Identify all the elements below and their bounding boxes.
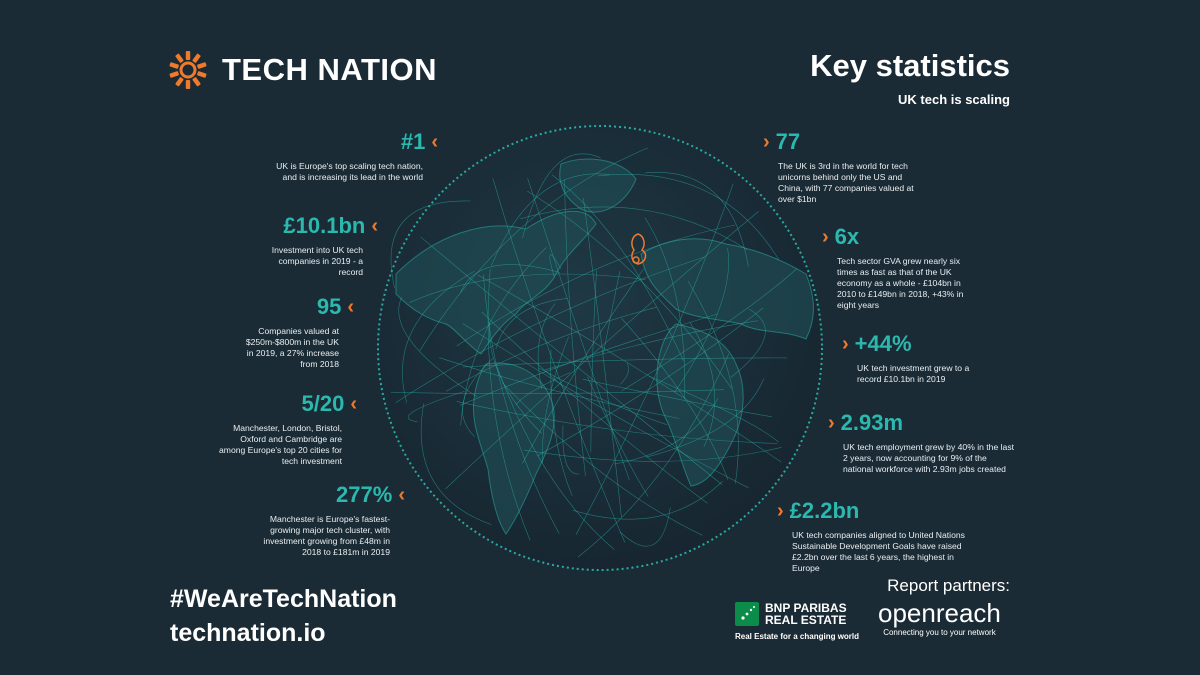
bnp-name-line1: BNP PARIBAS: [765, 601, 847, 615]
stat-value: 95: [316, 294, 342, 319]
page-title: Key statistics: [810, 48, 1010, 83]
stat-value: 5/20: [301, 391, 345, 416]
stat-sdg-companies: [777, 500, 967, 574]
stat-value: £10.1bn: [283, 213, 366, 238]
bnp-tagline: Real Estate for a changing world: [735, 632, 860, 641]
stat-value: £2.2bn: [789, 498, 860, 523]
globe-network-illustration: [376, 124, 824, 572]
chevron-right-icon: ›: [777, 500, 784, 522]
stat-gva-growth: [822, 226, 982, 311]
chevron-right-icon: ›: [842, 333, 849, 355]
stat-value: 277%: [336, 482, 393, 507]
page-subtitle: UK tech is scaling: [898, 92, 1010, 107]
partners-label: Report partners:: [887, 576, 1010, 595]
chevron-right-icon: ›: [828, 412, 835, 434]
stat-unicorns: [763, 131, 923, 205]
stat-description: The UK is 3rd in the world for tech unicorns behind only the US and China, with 77 companies valued at over $1bn: [778, 161, 914, 204]
bnp-name-line2: REAL ESTATE: [765, 613, 847, 627]
stat-value: +44%: [854, 331, 912, 356]
bnp-stars-icon: [735, 602, 759, 626]
chevron-right-icon: ›: [822, 226, 829, 248]
tech-nation-logo: [168, 50, 437, 90]
website-link[interactable]: technation.io: [170, 619, 326, 647]
stat-description: UK tech investment grew to a record £10.1bn in 2019: [857, 363, 970, 384]
openreach-tagline: Connecting you to your network: [883, 628, 996, 637]
stat-scaling-rank: [268, 131, 438, 183]
chevron-left-icon: ‹: [431, 131, 438, 153]
chevron-left-icon: ‹: [347, 296, 354, 318]
bnp-paribas-logo: [735, 602, 859, 641]
stat-description: UK tech companies aligned to United Nations Sustainable Development Goals have raised £2.2bn over the last 6 years, the highest in Europe: [792, 530, 965, 573]
stat-description: Investment into UK tech companies in 2019 - a record: [271, 245, 363, 277]
chevron-left-icon: ‹: [398, 484, 405, 506]
stat-description: Manchester is Europe's fastest-growing major tech cluster, with investment growing from £48m in 2018 to £181m in 2019: [263, 514, 390, 557]
chevron-right-icon: ›: [763, 131, 770, 153]
stat-value: 2.93m: [840, 410, 904, 435]
chevron-left-icon: ‹: [371, 215, 378, 237]
stat-description: Tech sector GVA grew nearly six times as fast as that of the UK economy as a whole - £104bn in 2010 to £149bn in 2018, +43% in eight years: [837, 256, 964, 310]
stat-value: 77: [775, 129, 801, 154]
stat-manchester-growth: [245, 484, 405, 558]
stat-employment: [828, 412, 1018, 475]
openreach-logo: [878, 600, 1001, 637]
stat-investment-growth: [842, 333, 992, 385]
stat-investment: [258, 215, 378, 278]
chevron-left-icon: ‹: [350, 393, 357, 415]
stat-value: 6x: [834, 224, 860, 249]
stat-description: UK tech employment grew by 40% in the last 2 years, now accounting for 9% of the national workforce with 2.93m jobs created: [843, 442, 1015, 474]
openreach-name: openreach: [878, 598, 1001, 628]
sun-logo-icon: [168, 50, 208, 90]
hashtag: #WeAreTechNation: [170, 585, 397, 613]
brand-name: TECH NATION: [222, 52, 438, 87]
stat-description: Manchester, London, Bristol, Oxford and Cambridge are among Europe's top 20 cities for tech investment: [219, 423, 342, 466]
stat-top-cities: [217, 393, 357, 467]
stat-description: Companies valued at $250m-$800m in the UK in 2019, a 27% increase from 2018: [245, 326, 339, 369]
stat-companies-valued: [244, 296, 354, 370]
stat-value: #1: [400, 129, 426, 154]
stat-description: UK is Europe's top scaling tech nation, and is increasing its lead in the world: [276, 161, 423, 182]
